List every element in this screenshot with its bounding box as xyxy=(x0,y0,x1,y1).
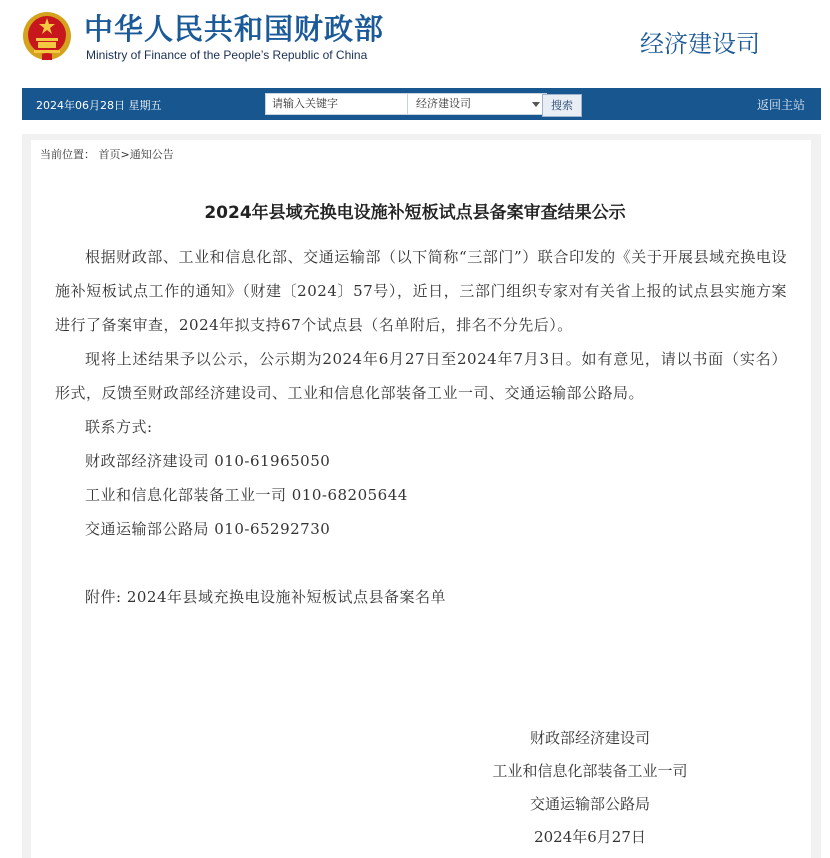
chevron-down-icon xyxy=(532,102,540,107)
article-paragraph: 现将上述结果予以公示，公示期为2024年6月27日至2024年7月3日。如有意见，请以书面（实名）形式，反馈至财政部经济建设司、工业和信息化部装备工业一司、交通运输部公路局。 xyxy=(55,350,787,402)
signature-block xyxy=(440,722,740,854)
ministry-name-en: Ministry of Finance of the People’s Republic of China xyxy=(86,48,368,62)
ministry-name-cn: 中华人民共和国财政部 xyxy=(84,12,385,46)
article-title: 2024年县域充换电设施补短板试点县备案审查结果公示 xyxy=(204,203,626,223)
return-home-link[interactable]: 返回主站 xyxy=(756,98,805,112)
article-paragraph: 根据财政部、工业和信息化部、交通运输部（以下简称“三部门”）联合印发的《关于开展县域充换电设施补短板试点工作的通知》（财建〔2024〕57号），近日，三部门组织专家对有关省上报的试点县实施方案进行了备案审查，2024年拟支持67个试点县（名单附后，排名不分先后）。 xyxy=(55,248,787,334)
department-select-value: 经济建设司 xyxy=(416,97,471,110)
signature-line: 财政部经济建设司 xyxy=(529,729,650,747)
site-header xyxy=(0,0,830,80)
top-navbar xyxy=(22,88,821,120)
contact-line: 交通运输部公路局 010-65292730 xyxy=(85,520,331,538)
search-button[interactable]: 搜索 xyxy=(542,94,582,117)
current-date: 2024年06月28日 星期五 xyxy=(36,99,162,112)
department-name: 经济建设司 xyxy=(640,30,760,58)
national-emblem-icon xyxy=(22,10,72,62)
contact-heading: 联系方式: xyxy=(85,418,153,436)
attachment-link[interactable]: 附件: 2024年县域充换电设施补短板试点县备案名单 xyxy=(85,588,446,606)
signature-date: 2024年6月27日 xyxy=(534,828,646,846)
breadcrumb[interactable]: 当前位置： 首页>通知公告 xyxy=(40,148,174,161)
search-input[interactable]: 请输入关键字 xyxy=(265,93,411,115)
signature-line: 交通运输部公路局 xyxy=(529,795,650,813)
contact-line: 工业和信息化部装备工业一司 010-68205644 xyxy=(85,486,408,504)
department-select[interactable] xyxy=(407,93,547,115)
article-body xyxy=(55,240,787,614)
signature-line: 工业和信息化部装备工业一司 xyxy=(492,762,688,780)
spacer xyxy=(55,546,787,580)
contact-line: 财政部经济建设司 010-61965050 xyxy=(85,452,331,470)
